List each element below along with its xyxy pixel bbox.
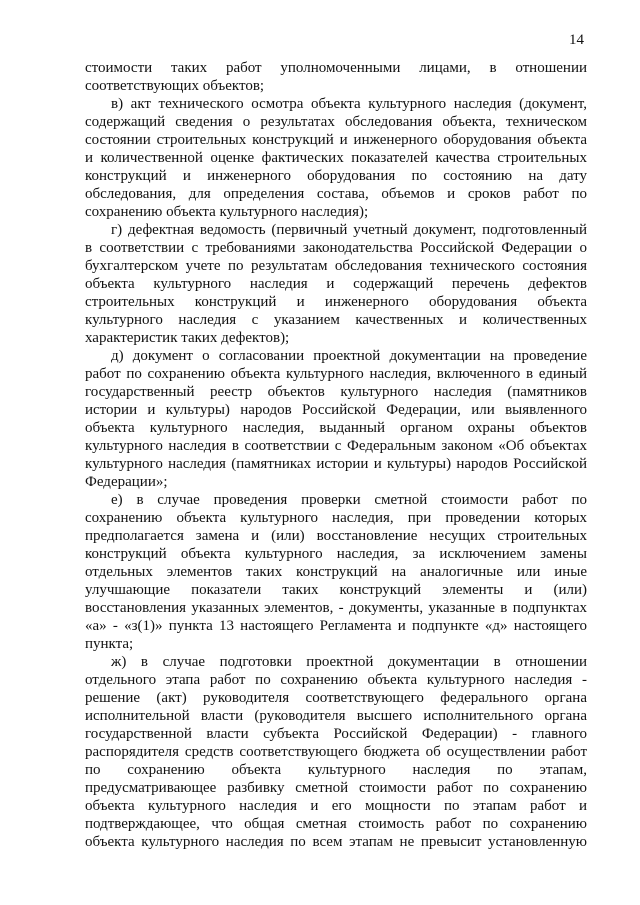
text-line: распорядителя средств соответствующего бюджета об осуществлении работ [85,744,587,760]
text-line: работ по сохранению объекта культурного наследия, включенного в единый [85,366,587,382]
text-line: бухгалтерском учете по результатам обследования технического состояния [85,258,587,274]
text-line: культурного наследия (памятниках истории и культуры) народов Российской [85,456,587,472]
document-body [85,59,587,851]
text-line: «а» - «з(1)» пункта 13 настоящего Регламента и подпункте «д» настоящего [85,618,587,634]
text-line: соответствующих объектов; [85,78,265,94]
text-line: восстановления указанных элементов, - документы, указанные в подпунктах [85,600,587,616]
text-line: е) в случае проведения проверки сметной стоимости работ по [111,492,587,508]
text-line: строительных конструкций и инженерного оборудования объекта [85,294,587,310]
text-line: Федерации»; [85,474,168,490]
text-line: стоимости таких работ уполномоченными лицами, в отношении [85,60,587,76]
text-line: в) акт технического осмотра объекта культурного наследия (документ, [111,96,587,112]
text-line: содержащий сведения о результатах обследования объекта, техническом [85,114,587,130]
text-line: объекта культурного наследия и его мощности по этапам работ и [85,798,587,814]
text-line: государственной власти субъекта Российской Федерации) - главного [85,726,587,742]
text-line: и количественной оценке фактических показателей качества строительных [85,150,587,166]
text-line: отдельных элементов таких конструкций на аналогичные или иные [85,564,587,580]
text-line: сохранению объекта культурного наследия, при проведении которых [85,510,587,526]
text-line: пункта; [85,636,134,652]
text-line: г) дефектная ведомость (первичный учетный документ, подготовленный [111,222,587,238]
text-line: культурного наследия с указанием качественных и количественных [85,312,587,328]
text-line: истории и культуры) народов Российской Федерации, или выявленного [85,402,587,418]
text-line: улучшающие показатели таких конструкций элементы и (или) [85,582,587,598]
text-line: предусматривающее разбивку сметной стоимости работ по сохранению [85,780,587,796]
text-line: д) документ о согласовании проектной документации на проведение [111,348,587,364]
text-line: подтверждающее, что общая сметная стоимость работ по сохранению [85,816,587,832]
text-line: культурного наследия в соответствии с Федеральным законом «Об объектах [85,438,587,454]
page-number: 14 [569,32,584,48]
text-line: отдельного этапа работ по сохранению объекта культурного наследия - [85,672,587,688]
text-line: сохранению объекта культурного наследия); [85,204,369,220]
text-line: состоянии строительных конструкций и инженерного оборудования объекта [85,132,587,148]
text-line: конструкций и инженерного оборудования по состоянию на дату [85,168,587,184]
text-line: решение (акт) руководителя соответствующего федерального органа [85,690,587,706]
text-line: объекта культурного наследия и содержащий перечень дефектов [85,276,587,292]
text-line: обследования, для определения состава, объемов и сроков работ по [85,186,587,202]
text-line: исполнительной власти (руководителя высшего исполнительного органа [85,708,587,724]
text-line: конструкций объекта культурного наследия, за исключением замены [85,546,587,562]
text-line: в соответствии с требованиями законодательства Российской Федерации о [85,240,587,256]
text-line: предполагается замена и (или) восстановление несущих строительных [85,528,587,544]
text-line: характеристик таких дефектов); [85,330,290,346]
text-line: ж) в случае подготовки проектной документации в отношении [111,654,587,670]
text-line: по сохранению объекта культурного наследия по этапам, [85,762,587,778]
text-line: государственный реестр объектов культурного наследия (памятников [85,384,587,400]
text-line: объекта культурного наследия, выданный органом охраны объектов [85,420,587,436]
text-line: объекта культурного наследия по всем этапам не превысит установленную [85,834,587,850]
